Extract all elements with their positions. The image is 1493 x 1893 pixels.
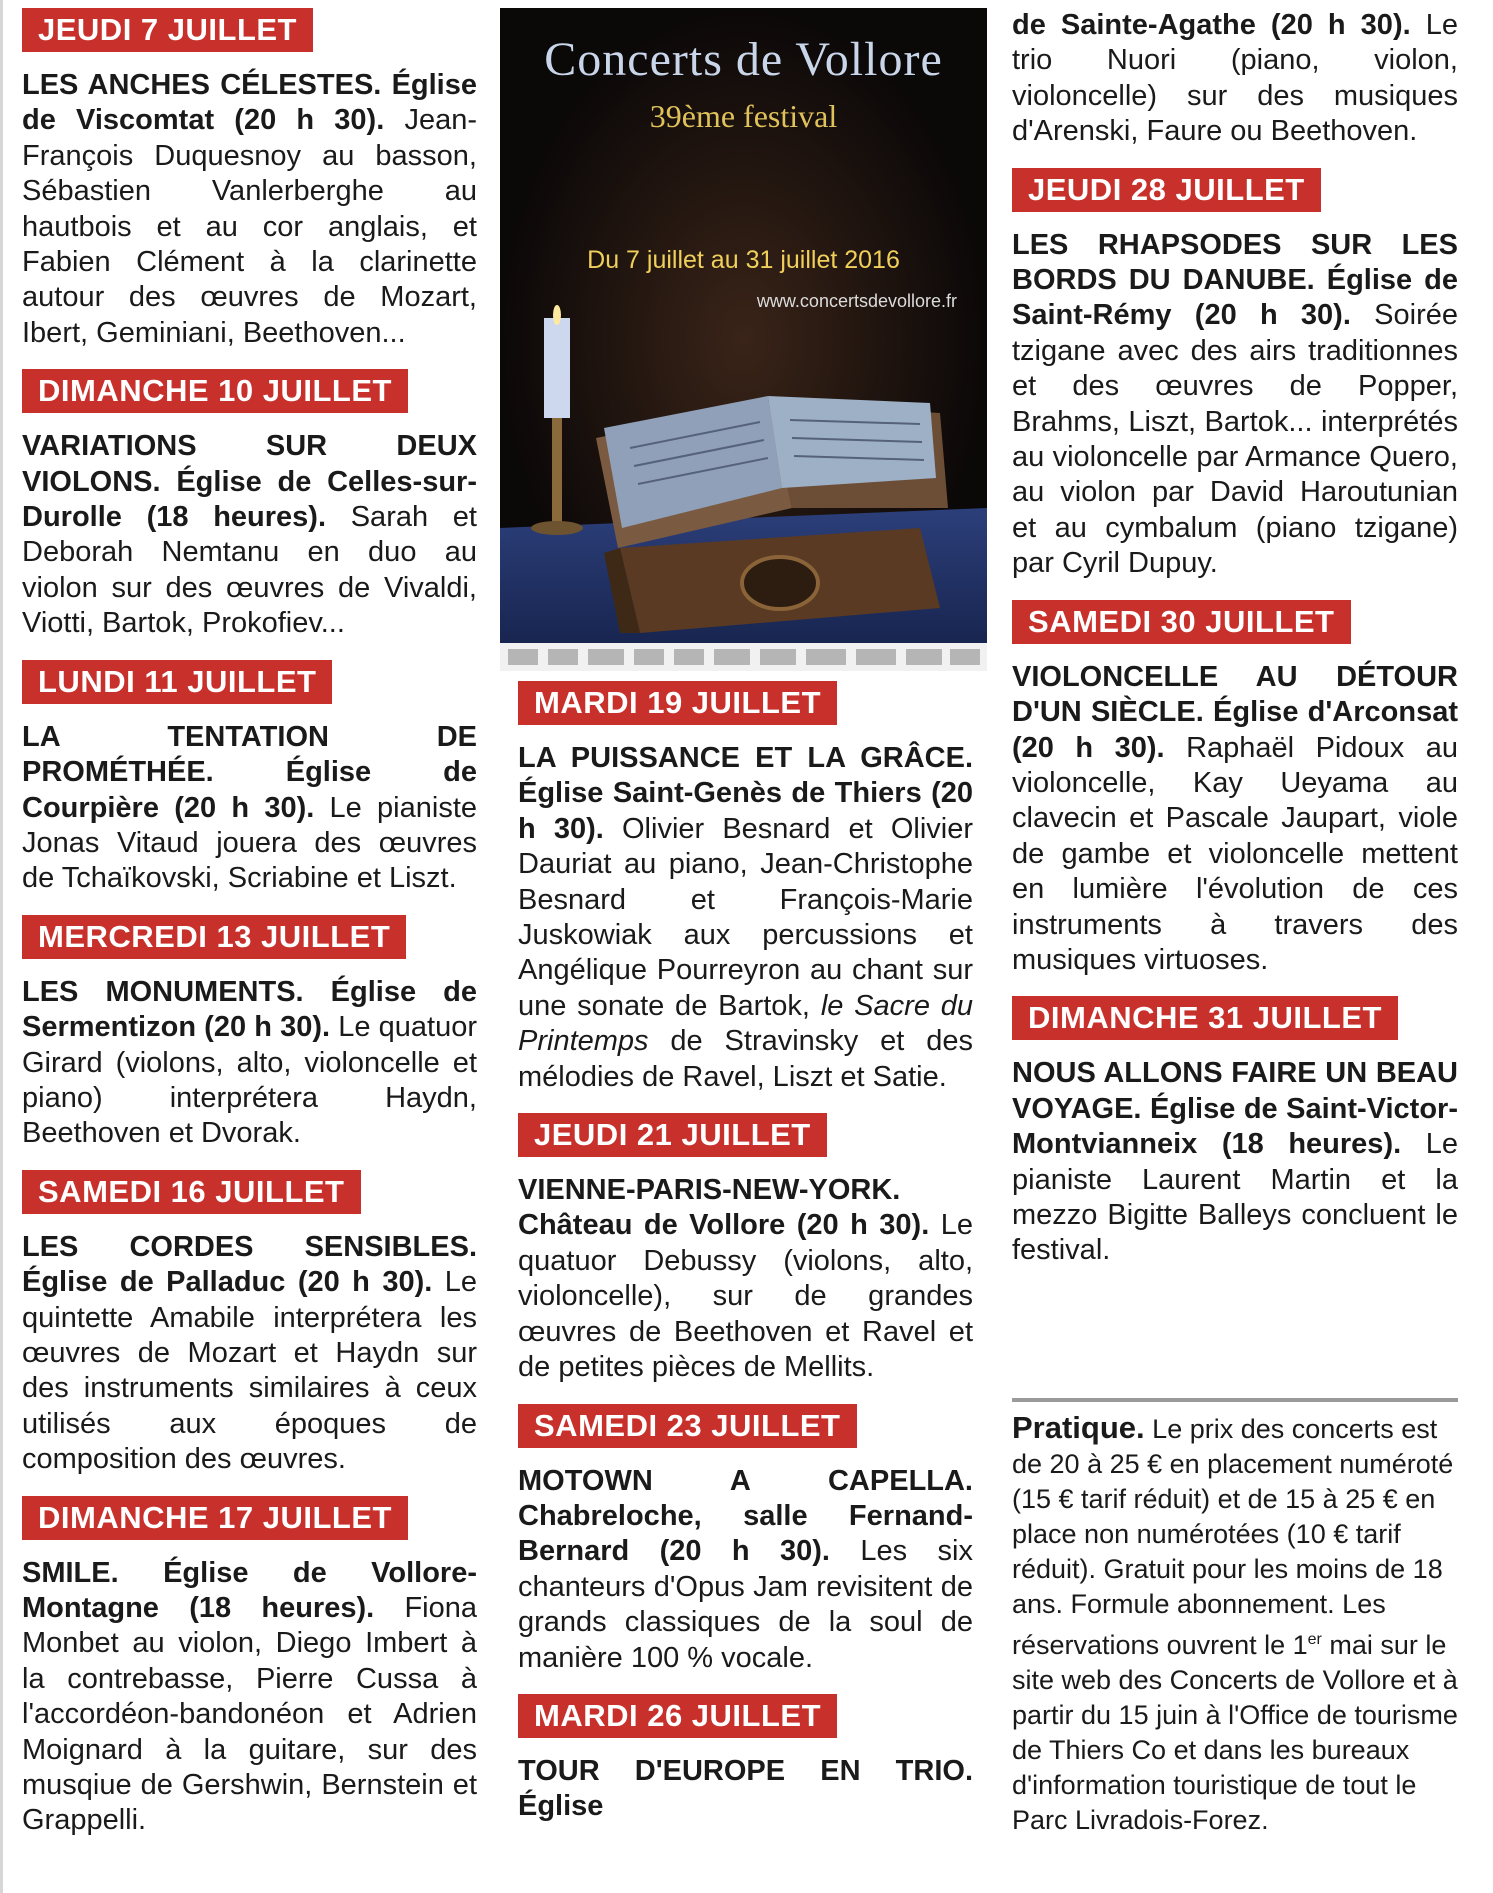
date-banner: SAMEDI 23 JUILLET	[518, 1404, 857, 1448]
column-1	[22, 0, 477, 1839]
event-text: Fiona Monbet au violon, Diego Imbert à la contrebasse, Pierre Cussa à l'accordéon-bandonéon et Adrien Moignard à la guitare, sur des musqiue de Gershwin, Bernstein et Grappelli.	[22, 1592, 477, 1837]
event-text: Le quatuor Girard (violons, alto, violoncelle et piano) interprétera Haydn, Beethoven et Dvorak.	[22, 1011, 477, 1150]
event-title: LES ANCHES CÉLESTES.	[22, 69, 382, 101]
event-body	[518, 1464, 973, 1676]
pratique-text	[1012, 1410, 1458, 1838]
event-title: LA TENTATION DE PROMÉTHÉE.	[22, 720, 477, 789]
pratique-label: Pratique.	[1012, 1410, 1145, 1445]
date-banner: DIMANCHE 17 JUILLET	[22, 1496, 408, 1540]
pratique-body: Le prix des concerts est de 20 à 25 € en placement numéroté (15 € tarif réduit) et de 15 à 25 € en place non numérotées (10 € tarif réduit). Gratuit pour les moins de 18 ans. Formule abonnement. Les réservations ouvrent le 1	[1012, 1414, 1454, 1660]
date-banner: DIMANCHE 10 JUILLET	[22, 369, 408, 413]
event-body	[22, 1230, 477, 1478]
event-place: Église Saint-Genès de Thiers (20 h 30).	[518, 777, 973, 845]
event-mercredi-13	[22, 897, 477, 1152]
pratique-body-2: mai sur le site web des Concerts de Vollore et à partir du 15 juin à l'Office de tourisme de Thiers Co et dans les bureaux d'information touristique de tout le Parc Livradois-Forez.	[1012, 1630, 1458, 1835]
event-place: Église de Celles-sur-Durolle (18 heures).	[22, 465, 477, 534]
event-body	[1012, 228, 1458, 582]
event-place: Église d'Arconsat (20 h 30).	[1012, 696, 1458, 764]
event-body	[22, 68, 477, 351]
event-text: Les six chanteurs d'Opus Jam revisitent de grands classiques de la soul de manière 100 % vocale.	[518, 1535, 973, 1674]
event-lundi-11	[22, 642, 477, 897]
event-mardi-19	[518, 671, 973, 1095]
event-text: Le quatuor Debussy (violons, alto, violoncelle), sur de grandes œuvres de Beethoven et Ravel et de petites pièces de Mellits.	[518, 1209, 973, 1384]
poster-dates: Du 7 juillet au 31 juillet 2016	[587, 246, 900, 274]
event-dimanche-10	[22, 351, 477, 641]
event-body	[22, 1556, 477, 1839]
event-place: Église de Courpière (20 h 30).	[22, 756, 478, 824]
event-body	[518, 1754, 973, 1825]
event-body	[22, 720, 477, 897]
event-title: LES CORDES SENSIBLES.	[22, 1230, 477, 1263]
event-jeudi-7	[22, 0, 477, 351]
event-text: Soirée tzigane avec des airs traditionnes et des œuvres de Popper, Brahms, Liszt, Bartok... interprétés au violoncelle par Armance Quero, au violon par David Haroutunian et au cymbalum (piano tzigane) par Cyril Dupuy.	[1012, 299, 1458, 580]
pratique-superscript: er	[1307, 1631, 1322, 1648]
event-body	[518, 1173, 973, 1385]
event-text: Sarah et Deborah Nemtanu en duo au violon sur des œuvres de Vivaldi, Viotti, Bartok, Prokofiev...	[22, 501, 477, 640]
date-banner: SAMEDI 16 JUILLET	[22, 1170, 361, 1214]
event-text: Olivier Besnard et Olivier Dauriat au piano, Jean-Christophe Besnard et François-Marie Juskowiak aux percussions et Angélique Pourreyron au chant sur une sonate de Bartok,	[518, 812, 973, 1022]
event-place: Chabreloche, salle Fernand-Bernard (20 h 30).	[518, 1499, 973, 1568]
event-samedi-16	[22, 1152, 477, 1478]
event-text: Le quintette Amabile interprétera les œuvres de Mozart et Haydn sur des instruments similaires à ceux utilisés aux époques de composition des œuvres.	[22, 1266, 477, 1476]
event-text: Le pianiste Laurent Martin et la mezzo Bigitte Balleys concluent le festival.	[1012, 1128, 1458, 1267]
date-banner: MARDI 19 JUILLET	[518, 681, 837, 725]
event-body	[518, 741, 973, 1095]
event-mardi-26	[518, 1676, 973, 1825]
event-place: Église	[518, 1790, 604, 1823]
event-samedi-30	[1012, 582, 1458, 979]
event-title: LES MONUMENTS.	[22, 975, 304, 1008]
event-place: Église de Sermentizon (20 h 30).	[22, 975, 477, 1044]
event-text-2: de Stravinsky et des mélodies de Ravel, Liszt et Satie.	[518, 1025, 973, 1093]
event-title: LES RHAPSODES SUR LES BORDS DU DANUBE.	[1012, 228, 1458, 297]
pratique-info-box	[1012, 1398, 1458, 1838]
event-text: Jean-François Duquesnoy au basson, Sébastien Vanlerberghe au hautbois et au cor anglais, et Fabien Clément à la clarinette autour des œuvres de Mozart, Ibert, Geminiani, Beethoven...	[22, 104, 477, 349]
poster-title: Concerts de Vollore	[544, 33, 943, 86]
event-dimanche-17	[22, 1478, 477, 1839]
event-title: VARIATIONS SUR DEUX VIOLONS.	[22, 430, 477, 498]
date-banner: MARDI 26 JUILLET	[518, 1694, 837, 1738]
event-jeudi-28	[1012, 150, 1458, 582]
event-title: VIENNE-PARIS-NEW-YORK.	[518, 1174, 901, 1207]
event-dimanche-31	[1012, 978, 1458, 1268]
date-banner: MERCREDI 13 JUILLET	[22, 915, 406, 959]
event-body	[22, 975, 477, 1152]
event-title: TOUR D'EUROPE EN TRIO.	[518, 1754, 973, 1787]
event-title: MOTOWN A CAPELLA.	[518, 1464, 973, 1497]
event-title: VIOLONCELLE AU DÉTOUR D'UN SIÈCLE.	[1012, 660, 1458, 729]
event-jeudi-21	[518, 1095, 973, 1385]
event-body	[1012, 1056, 1458, 1268]
event-place: Église de Saint-Rémy (20 h 30).	[1012, 264, 1459, 332]
event-place: Église de Palladuc (20 h 30).	[22, 1266, 433, 1299]
event-italic-title: le Sacre du Printemps	[518, 989, 974, 1058]
event-title: SMILE.	[22, 1556, 119, 1589]
event-continuation	[1012, 8, 1458, 150]
date-banner: LUNDI 11 JUILLET	[22, 660, 332, 704]
event-text: Le trio Nuori (piano, violon, violoncelle) sur des musiques d'Arenski, Faure ou Beethoven.	[1012, 9, 1458, 148]
event-body	[22, 429, 477, 641]
event-text: Raphaël Pidoux au violoncelle, Kay Ueyama au clavecin et Pascale Jaupart, viole de gambe et violoncelle mettent en lumière l'évolution de ces instruments à travers des musiques virtuoses.	[1012, 731, 1459, 976]
page-edge	[0, 0, 3, 1893]
event-place: Église de Viscomtat (20 h 30).	[22, 69, 477, 137]
event-samedi-23	[518, 1386, 973, 1676]
date-banner: JEUDI 21 JUILLET	[518, 1113, 827, 1157]
event-place: Château de Vollore (20 h 30).	[518, 1209, 930, 1242]
event-title: LA PUISSANCE ET LA GRÂCE.	[518, 742, 973, 774]
event-place: Église de Saint-Victor-Montvianneix (18 heures).	[1012, 1092, 1458, 1161]
column-3	[1012, 0, 1458, 1269]
column-2	[518, 671, 973, 1825]
event-body	[1012, 660, 1458, 979]
event-text: Le pianiste Jonas Vitaud jouera des œuvres de Tchaïkovski, Scriabine et Liszt.	[22, 791, 477, 895]
date-banner: JEUDI 28 JUILLET	[1012, 168, 1321, 212]
date-banner: DIMANCHE 31 JUILLET	[1012, 996, 1398, 1040]
poster-subtitle: 39ème festival	[649, 98, 838, 134]
poster-url: www.concertsdevollore.fr	[756, 291, 957, 311]
festival-poster	[500, 8, 987, 671]
event-place: de Sainte-Agathe (20 h 30).	[1012, 9, 1411, 41]
event-place: Église de Vollore-Montagne (18 heures).	[22, 1556, 477, 1624]
date-banner: JEUDI 7 JUILLET	[22, 8, 313, 52]
date-banner: SAMEDI 30 JUILLET	[1012, 600, 1351, 644]
event-title: NOUS ALLONS FAIRE UN BEAU VOYAGE.	[1012, 1057, 1458, 1125]
